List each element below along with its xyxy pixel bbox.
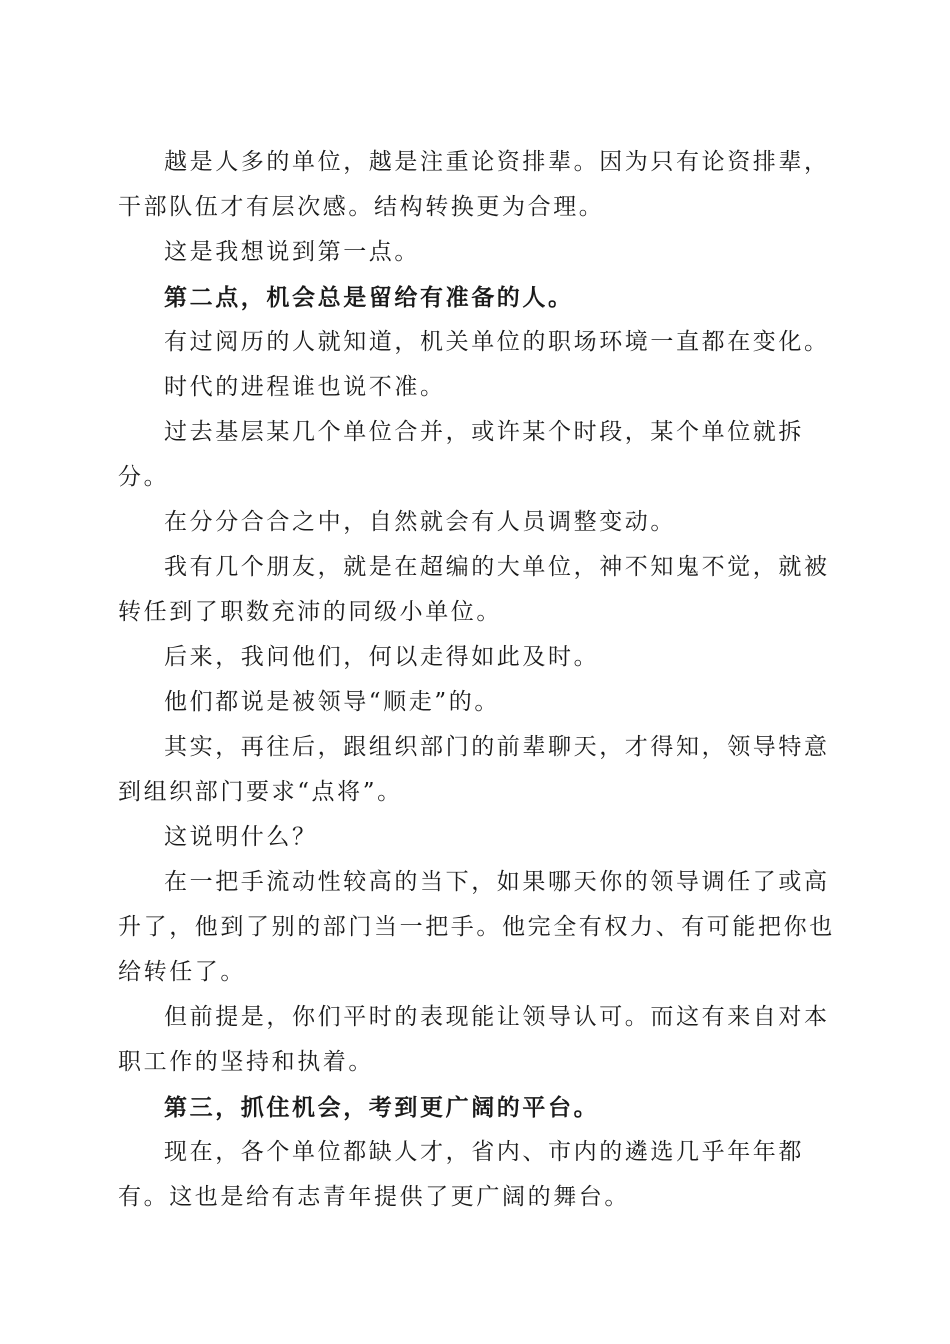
paragraph-6: 过去基层某几个单位合并，或许某个时段，某个单位就拆分。 <box>118 419 804 490</box>
paragraph-5: 时代的进程谁也说不准。 <box>164 374 446 400</box>
paragraph-11: 其实，再往后，跟组织部门的前辈聊天，才得知，领导特意到组织部门要求“点将”。 <box>118 734 830 805</box>
section-heading-3: 第三，抓住机会，考到更广阔的平台。 <box>164 1094 600 1121</box>
section-heading-2: 第二点，机会总是留给有准备的人。 <box>164 284 574 311</box>
paragraph-4: 有过阅历的人就知道，机关单位的职场环境一直都在变化。 <box>164 329 830 355</box>
paragraph-14: 但前提是，你们平时的表现能让领导认可。而这有来自对本职工作的坚持和执着。 <box>118 1004 830 1075</box>
paragraph-2: 这是我想说到第一点。 <box>164 239 420 265</box>
paragraph-1: 越是人多的单位，越是注重论资排辈。因为只有论资排辈，干部队伍才有层次感。结构转换更为合理。 <box>118 149 830 220</box>
paragraph-7: 在分分合合之中，自然就会有人员调整变动。 <box>164 509 676 535</box>
paragraph-12: 这说明什么？ <box>164 824 318 850</box>
paragraph-10: 他们都说是被领导“顺走”的。 <box>164 689 500 715</box>
document-body <box>118 140 848 1220</box>
paragraph-9: 后来，我问他们，何以走得如此及时。 <box>164 644 600 670</box>
paragraph-16: 现在，各个单位都缺人才，省内、市内的遴选几乎年年都有。这也是给有志青年提供了更广阔的舞台。 <box>118 1139 804 1210</box>
paragraph-13: 在一把手流动性较高的当下，如果哪天你的领导调任了或高升了，他到了别的部门当一把手。他完全有权力、有可能把你也给转任了。 <box>118 869 835 985</box>
paragraph-8: 我有几个朋友，就是在超编的大单位，神不知鬼不觉，就被转任到了职数充沛的同级小单位。 <box>118 554 830 625</box>
